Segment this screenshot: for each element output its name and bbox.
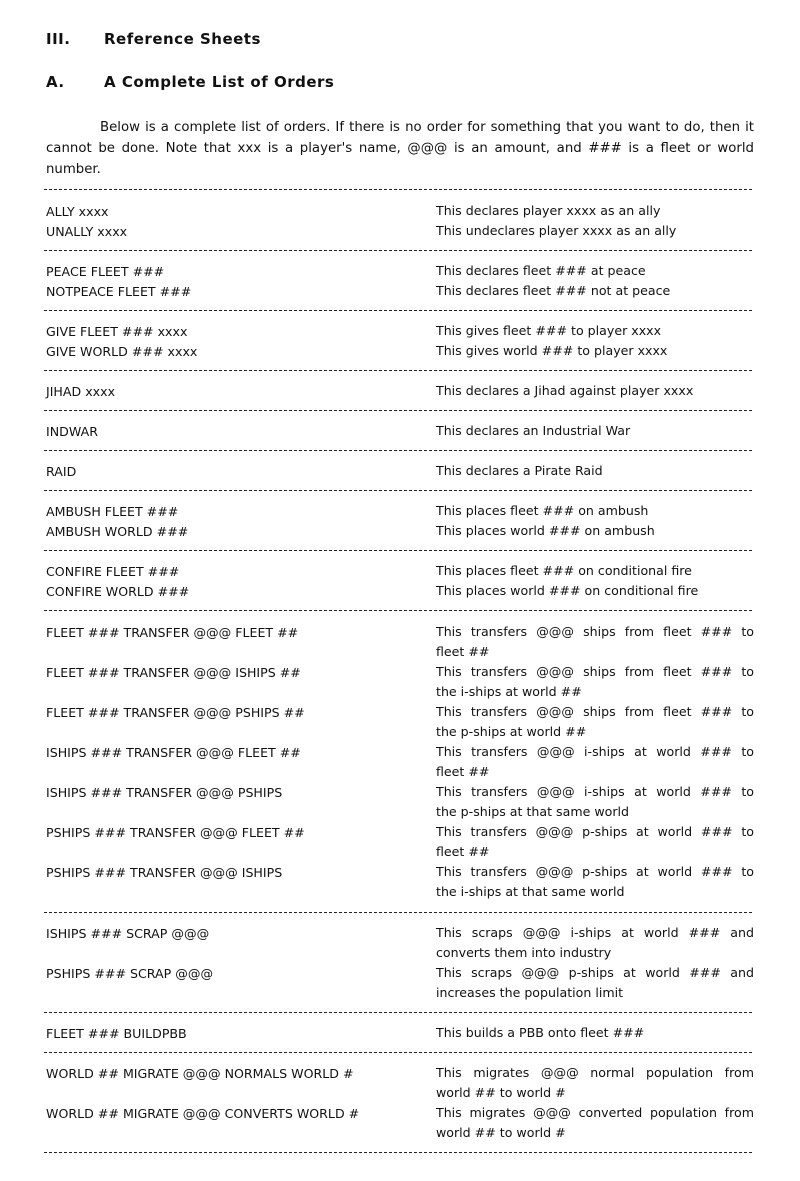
order-command: ISHIPS ### TRANSFER @@@ FLEET ##: [46, 745, 301, 760]
order-description: This declares fleet ### not at peace: [436, 283, 671, 298]
order-command: WORLD ## MIGRATE @@@ NORMALS WORLD #: [46, 1066, 354, 1081]
order-command: FLEET ### TRANSFER @@@ FLEET ##: [46, 625, 299, 640]
order-description: This places fleet ### on ambush: [436, 503, 649, 518]
order-command: JIHAD xxxx: [46, 384, 116, 399]
order-command: GIVE FLEET ### xxxx: [46, 324, 188, 339]
order-command: ISHIPS ### SCRAP @@@: [46, 926, 210, 941]
divider: [44, 610, 752, 611]
order-command: PSHIPS ### SCRAP @@@: [46, 966, 214, 981]
order-command: CONFIRE FLEET ###: [46, 564, 180, 579]
section-title: Reference Sheets: [104, 30, 261, 48]
order-description: This declares fleet ### at peace: [436, 263, 646, 278]
order-description: This scraps @@@ p-ships at world ### and increases the population limit: [436, 965, 754, 1000]
order-description: This gives world ### to player xxxx: [436, 343, 668, 358]
order-command: WORLD ## MIGRATE @@@ CONVERTS WORLD #: [46, 1106, 360, 1121]
divider: [44, 1152, 752, 1153]
order-command: AMBUSH FLEET ###: [46, 504, 179, 519]
divider: [44, 1012, 752, 1013]
order-description: This transfers @@@ i-ships at world ### to fleet ##: [436, 744, 754, 779]
order-description: This undeclares player xxxx as an ally: [436, 223, 677, 238]
order-description: This declares a Jihad against player xxxx: [436, 383, 694, 398]
order-command: FLEET ### TRANSFER @@@ ISHIPS ##: [46, 665, 301, 680]
divider: [44, 1052, 752, 1053]
intro-text: Below is a complete list of orders. If there is no order for something that you want to do, then it cannot be done. Note that xxx is a player's name, @@@ is an amount, and ### is a fleet or world number.: [46, 120, 754, 177]
divider: [44, 310, 752, 311]
order-description: This transfers @@@ p-ships at world ### to the i-ships at that same world: [436, 864, 754, 899]
divider: [44, 410, 752, 411]
divider: [44, 550, 752, 551]
order-command: PSHIPS ### TRANSFER @@@ ISHIPS: [46, 865, 283, 880]
order-command: AMBUSH WORLD ###: [46, 524, 189, 539]
order-command: UNALLY xxxx: [46, 224, 128, 239]
subsection-heading: [46, 73, 334, 91]
order-command: RAID: [46, 464, 77, 479]
divider: [44, 450, 752, 451]
order-command: NOTPEACE FLEET ###: [46, 284, 192, 299]
order-description: This migrates @@@ normal population from world ## to world #: [436, 1065, 754, 1100]
divider: [44, 189, 752, 190]
divider: [44, 250, 752, 251]
intro-paragraph: [46, 117, 754, 180]
order-command: FLEET ### BUILDPBB: [46, 1026, 187, 1041]
order-description: This scraps @@@ i-ships at world ### and converts them into industry: [436, 925, 754, 960]
order-description: This builds a PBB onto fleet ###: [436, 1025, 645, 1040]
order-command: PSHIPS ### TRANSFER @@@ FLEET ##: [46, 825, 305, 840]
order-command: ISHIPS ### TRANSFER @@@ PSHIPS: [46, 785, 283, 800]
order-description: This transfers @@@ p-ships at world ### to fleet ##: [436, 824, 754, 859]
order-description: This transfers @@@ ships from fleet ### to fleet ##: [436, 624, 754, 659]
order-description: This gives fleet ### to player xxxx: [436, 323, 662, 338]
order-command: ALLY xxxx: [46, 204, 109, 219]
order-command: FLEET ### TRANSFER @@@ PSHIPS ##: [46, 705, 305, 720]
order-description: This declares player xxxx as an ally: [436, 203, 661, 218]
section-heading: [46, 30, 261, 48]
order-description: This transfers @@@ ships from fleet ### to the p-ships at world ##: [436, 704, 754, 739]
subsection-title: A Complete List of Orders: [104, 73, 335, 91]
section-number: III.: [46, 30, 71, 48]
order-description: This places world ### on ambush: [436, 523, 655, 538]
order-description: This declares a Pirate Raid: [436, 463, 603, 478]
order-description: This declares an Industrial War: [436, 423, 631, 438]
order-description: This transfers @@@ ships from fleet ### to the i-ships at world ##: [436, 664, 754, 699]
divider: [44, 912, 752, 913]
order-description: This places world ### on conditional fire: [436, 583, 699, 598]
order-command: CONFIRE WORLD ###: [46, 584, 190, 599]
order-command: INDWAR: [46, 424, 98, 439]
divider: [44, 490, 752, 491]
order-description: This transfers @@@ i-ships at world ### to the p-ships at that same world: [436, 784, 754, 819]
order-command: PEACE FLEET ###: [46, 264, 165, 279]
order-description: This places fleet ### on conditional fire: [436, 563, 692, 578]
subsection-number: A.: [46, 73, 65, 91]
order-description: This migrates @@@ converted population from world ## to world #: [436, 1105, 754, 1140]
order-command: GIVE WORLD ### xxxx: [46, 344, 198, 359]
divider: [44, 370, 752, 371]
